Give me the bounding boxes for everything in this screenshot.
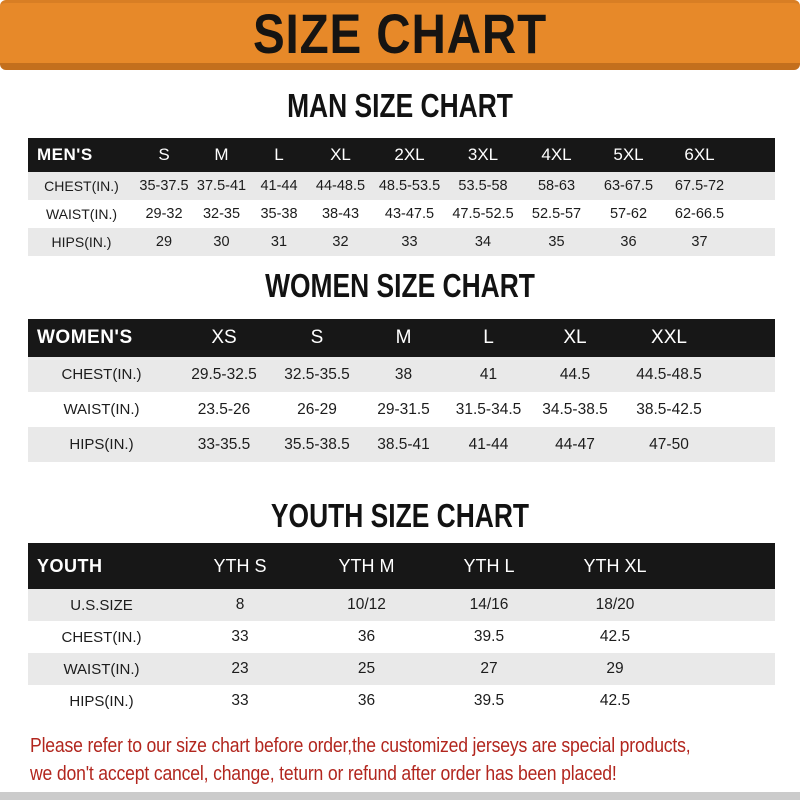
men-col-header: L [274, 145, 284, 164]
size-value: 41 [479, 365, 498, 383]
size-value: 34 [474, 234, 492, 250]
disclaimer-line-2: we don't accept cancel, change, teturn or refund after order has been placed! [30, 763, 617, 785]
youth-table-label: YOUTH [37, 555, 103, 576]
size-value: 52.5-57 [531, 206, 582, 222]
size-value: 35.5-38.5 [284, 435, 350, 453]
women-waist-row [28, 392, 775, 427]
size-value: 38.5-41 [377, 435, 430, 453]
size-value: 36 [357, 692, 376, 709]
size-value: 29.5-32.5 [191, 365, 257, 383]
size-value: 37 [691, 234, 708, 250]
men-chest-row [28, 172, 775, 200]
size-value: 14/16 [469, 596, 509, 613]
youth-hips-row [28, 685, 775, 717]
size-value: 47-50 [649, 435, 689, 453]
youth-waist-row [28, 653, 775, 685]
men-table-label: MEN'S [37, 145, 93, 164]
women-hips-row [28, 427, 775, 462]
spacer-cell [680, 685, 775, 717]
disclaimer-note [30, 732, 690, 788]
size-value: 29 [155, 234, 173, 250]
women-chest-row [28, 357, 775, 392]
size-value: 39.5 [473, 692, 505, 709]
spacer-cell [735, 200, 775, 228]
size-value: 32 [332, 234, 349, 250]
spacer-cell [735, 228, 775, 256]
men-col-header: 4XL [541, 145, 572, 164]
row-label: CHEST(IN.) [44, 178, 119, 194]
size-value: 53.5-58 [458, 178, 508, 194]
size-value: 32.5-35.5 [284, 365, 350, 383]
size-value: 8 [235, 596, 245, 613]
spacer-cell [719, 357, 775, 392]
size-value: 48.5-53.5 [378, 178, 441, 194]
size-value: 47.5-52.5 [452, 206, 514, 222]
row-label: WAIST(IN.) [63, 660, 140, 678]
spacer-cell [680, 589, 775, 621]
size-value: 38 [394, 365, 413, 383]
size-value: 26-29 [297, 400, 337, 418]
men-col-header: S [158, 145, 170, 164]
size-value: 42.5 [599, 628, 631, 645]
size-value: 34.5-38.5 [542, 400, 608, 418]
men-col-header: 2XL [394, 145, 425, 164]
bottom-edge-strip [0, 792, 800, 800]
men-header-row [28, 138, 775, 172]
size-value: 44-47 [555, 435, 595, 453]
women-header-row [28, 319, 775, 357]
women-col-header: XS [211, 327, 237, 348]
size-value: 23.5-26 [197, 400, 251, 418]
size-value: 31 [270, 234, 288, 250]
row-label: WAIST(IN.) [45, 206, 118, 222]
men-size-table [28, 138, 775, 256]
size-value: 41-44 [468, 435, 509, 453]
size-value: 58-63 [537, 178, 576, 194]
size-value: 33-35.5 [197, 435, 251, 453]
men-col-header: XL [330, 145, 351, 164]
size-value: 33 [401, 234, 418, 250]
row-label: CHEST(IN.) [61, 628, 142, 646]
size-value: 44-48.5 [315, 178, 366, 194]
size-value: 35-37.5 [139, 178, 189, 194]
size-value: 10/12 [347, 596, 386, 613]
row-label: CHEST(IN.) [61, 366, 142, 383]
size-value: 38.5-42.5 [636, 400, 702, 418]
youth-section-heading: YOUTH SIZE CHART [270, 497, 530, 534]
spacer-cell [680, 653, 775, 685]
women-col-header: L [483, 327, 494, 348]
women-size-table [28, 319, 775, 462]
size-value: 42.5 [599, 692, 631, 709]
youth-col-header: YTH L [463, 555, 515, 576]
disclaimer-line-1: Please refer to our size chart before order,the customized jerseys are special products, [30, 735, 691, 757]
spacer-cell [735, 138, 775, 172]
row-label: HIPS(IN.) [69, 692, 134, 710]
size-value: 29 [606, 660, 624, 677]
youth-col-header: YTH M [338, 555, 395, 576]
women-section-heading: WOMEN SIZE CHART [265, 267, 535, 304]
men-hips-row [28, 228, 775, 256]
men-col-header: 3XL [467, 145, 499, 164]
size-value: 57-62 [609, 206, 648, 222]
size-value: 39.5 [473, 628, 505, 645]
size-value: 36 [620, 234, 637, 250]
men-col-header: 6XL [684, 145, 715, 164]
size-value: 32-35 [202, 206, 241, 222]
size-value: 44.5 [559, 365, 591, 383]
size-value: 62-66.5 [674, 206, 725, 222]
youth-col-header: YTH S [213, 555, 267, 576]
spacer-cell [680, 621, 775, 653]
spacer-cell [680, 543, 775, 589]
size-value: 36 [357, 628, 376, 645]
size-value: 35-38 [260, 206, 298, 222]
women-col-header: XXL [651, 327, 687, 348]
row-label: WAIST(IN.) [63, 401, 140, 418]
men-col-header: M [214, 145, 229, 164]
size-value: 44.5-48.5 [636, 365, 702, 383]
spacer-cell [719, 392, 775, 427]
size-value: 41-44 [260, 178, 298, 194]
size-value: 63-67.5 [603, 178, 654, 194]
youth-size-table [28, 543, 775, 717]
size-value: 27 [480, 660, 498, 677]
size-value: 23 [231, 660, 249, 677]
row-label: HIPS(IN.) [69, 436, 134, 453]
youth-chest-row [28, 621, 775, 653]
size-chart-banner [0, 0, 800, 70]
size-value: 29-32 [145, 206, 183, 222]
row-label: HIPS(IN.) [51, 234, 112, 250]
spacer-cell [735, 172, 775, 200]
size-value: 31.5-34.5 [455, 400, 522, 418]
size-value: 37.5-41 [196, 178, 247, 194]
size-value: 30 [213, 234, 230, 250]
size-value: 18/20 [595, 596, 635, 613]
size-value: 29-31.5 [377, 400, 430, 418]
size-value: 38-43 [321, 206, 360, 222]
size-value: 67.5-72 [674, 178, 725, 194]
spacer-cell [719, 319, 775, 357]
women-col-header: XL [563, 327, 587, 348]
women-col-header: S [310, 327, 324, 348]
men-col-header: 5XL [613, 145, 644, 164]
youth-ussize-row [28, 589, 775, 621]
size-value: 25 [357, 660, 376, 677]
women-table-label: WOMEN'S [37, 327, 133, 348]
size-value: 43-47.5 [384, 206, 435, 222]
size-value: 33 [231, 692, 249, 709]
size-value: 35 [548, 234, 565, 250]
men-waist-row [28, 200, 775, 228]
spacer-cell [719, 427, 775, 462]
youth-col-header: YTH XL [583, 555, 647, 576]
women-col-header: M [395, 327, 412, 348]
men-section-heading: MAN SIZE CHART [287, 87, 513, 124]
size-value: 33 [231, 628, 249, 645]
row-label: U.S.SIZE [70, 596, 133, 614]
banner-title: SIZE CHART [252, 1, 548, 65]
youth-header-row [28, 543, 775, 589]
